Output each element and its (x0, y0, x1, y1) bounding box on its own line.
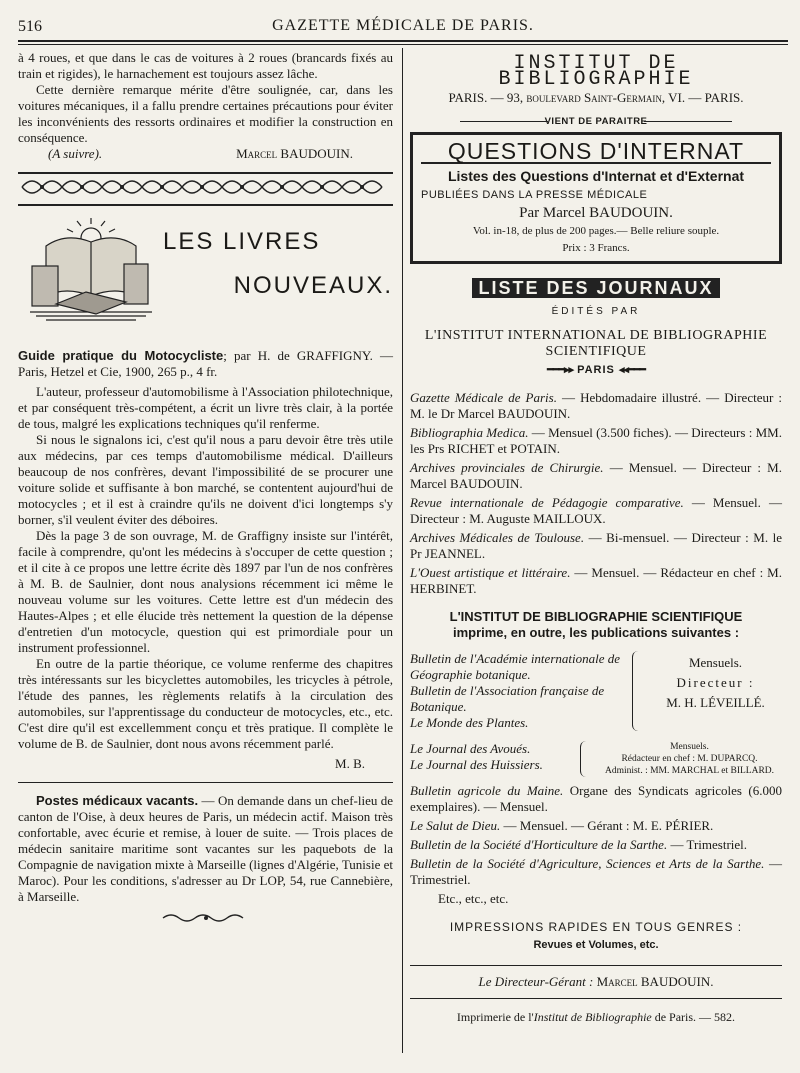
tailpiece-ornament-icon (161, 913, 251, 923)
directeur-gerant (410, 974, 782, 990)
etc-line: Etc., etc., etc. (438, 891, 509, 906)
right-arrow-ornament-icon: ◂◂━━━ (618, 364, 645, 376)
livres-title-line2: NOUVEAUX. (233, 272, 393, 299)
publication-entry: Bulletin agricole du Maine. Organe des Syndicats agricoles (6.000 exemplaires). — Mensuel. (410, 783, 782, 814)
journal-list (410, 390, 782, 597)
journal-entry: Archives Médicales de Toulouse. — Bi-mensuel. — Directeur : M. le Pr JEANNEL. (410, 530, 782, 561)
tail-ornament (18, 911, 393, 927)
institut-address: PARIS. — 93, boulevard Saint-Germain, VI. — PARIS. (448, 90, 744, 105)
advert-price: Prix : 3 Francs. (562, 242, 630, 254)
group1-title: Le Monde des Plantes. (410, 715, 529, 730)
legal-publications-group (410, 741, 782, 777)
brace (580, 741, 591, 777)
publications-heading-line2: imprime, en outre, les publications suivantes : (452, 625, 740, 640)
publications-heading (410, 609, 782, 641)
journal-title: GAZETTE MÉDICALE DE PARIS. (272, 17, 534, 34)
publications-heading-line1: L'INSTITUT DE BIBLIOGRAPHIE SCIENTIFIQUE (449, 609, 743, 624)
journal-entry: Archives provinciales de Chirurgie. — Mensuel. — Directeur : M. Marcel BAUDOUIN. (410, 460, 782, 491)
journal-entry: L'Ouest artistique et littéraire. — Mensuel. — Rédacteur en chef : M. HERBINET. (410, 565, 782, 596)
postes-text: — On demande dans un chef-lieu de canton de l'Oise, à deux heures de Paris, un médecin actif. Maison très confortable, avec écurie et remise, à louer de suite. — Trois places de médecin sanitaire maritime sont vacantes sur les paquebots de la Compagnie de navigation mixte à Marseille (lignes d'Algérie, Tunisie et Maroc). Pour les conditions, s'adresser au Dr LOP, 54, rue Cannebière, à Marseille. (18, 793, 394, 904)
review-paragraph-2: Si nous le signalons ici, c'est qu'il nous a paru devoir être très utile aux médecins, par ces temps d'automobilisme médical. D'ailleurs beaucoup de nos confrères, devant l'impossibilité de se procurer une voiture solide et suffisante à bon marché, se contentent aujourd'hui de motocycles ; et il est à craindre qu'ils ne doivent d'ici longtemps s'y borner, s'il veulent éviter des déboires. (18, 432, 393, 527)
a-suivre: (A suivre). (48, 146, 103, 161)
journal-entry: Gazette Médicale de Paris. — Hebdomadaire illustré. — Directeur : M. le Dr Marcel BAUDOUIN. (410, 390, 782, 421)
review-paragraph-3: Dès la page 3 de son ouvrage, M. de Graffigny insiste sur l'intérêt, facile à comprendre, qu'ont les médecins à s'occuper de cette question ; et il cite à ce propos une lettre écrite dès 1897 par l'un de nos confrères à M. B. de Saulnier, dont nous analysions récemment ici même le nouveau volume sur les voitures. Cette lettre est d'un médecin des Hautes-Alpes ; et elle élucide très nettement la question de la dépense d'entretien d'un motocycle, question qui est primordiale pour un instrument professionnel. (18, 528, 393, 655)
group2-title: Le Journal des Avoués. (410, 741, 531, 756)
group1-titles (410, 651, 632, 731)
livres-title-line1: LES LIVRES (163, 228, 321, 255)
group2-administ: Administ. : MM. MARCHAL et BILLARD. (604, 766, 775, 776)
publication-entry: Bulletin de la Société d'Horticulture de la Sarthe. — Trimestriel. (410, 837, 748, 852)
group1-frequency: Mensuels. (688, 655, 743, 670)
publication-entry: Bulletin de la Société d'Agriculture, Sciences et Arts de la Sarthe. — Trimestriel. (410, 856, 783, 887)
journal-entry: Bibliographia Medica. — Mensuel (3.500 fiches). — Directeurs : MM. les Prs RICHET et POTAIN. (410, 425, 782, 456)
group1-title: Bulletin de l'Association française de Botanique. (410, 683, 605, 714)
remark-paragraph: Cette dernière remarque mérite d'être soulignée, car, dans les voitures mécaniques, il a fallu prendre certaines précautions pour éviter les inconvénients des ressorts ordinaires et modifier la construction en conséquence. (18, 82, 393, 145)
frieze-ornament-icon (18, 174, 393, 200)
section-divider (18, 782, 393, 783)
book-citation: ; par H. de GRAFFIGNY. — Paris, Hetzel et Cie, 1900, 265 p., 4 fr. (18, 348, 393, 379)
liste-journaux-heading (410, 278, 782, 298)
column-rule (402, 48, 403, 1053)
footer-divider (410, 965, 782, 966)
group1-director-label: Directeur : (676, 675, 755, 690)
vient-de-paraitre-label: VIENT DE PARAITRE (410, 114, 782, 128)
continued-paragraph: à 4 roues, et que dans le cas de voitures à 2 roues (brancards fixés au train et rigides), le harnachement est toujours assez lâche. (18, 50, 393, 81)
review-paragraph-4: En outre de la partie théorique, ce volume renferme des chapitres très intéressants sur les bicyclettes automobiles, les tricycles à pétrole, l'étude des pannes, les règlements relatifs à la circulation des automobiles, sur l'apprentissage du conducteur de motocycles, etc., etc. C'est dire qu'il est excellemment conçu et très pratique. Il complète le volume de B. de Saulnier, dont nous avons récemment parlé. (18, 656, 393, 751)
group1-title: Bulletin de l'Académie internationale de Géographie botanique. (410, 651, 620, 682)
page-number: 516 (18, 18, 42, 35)
revues-line: Revues et Volumes, etc. (533, 939, 659, 951)
imprimerie-line: Imprimerie de l'Institut de Bibliographie de Paris. — 582. (456, 1010, 736, 1024)
postes-title: Postes médicaux vacants. (36, 793, 199, 808)
group1-director: M. H. LÉVEILLÉ. (666, 695, 765, 710)
ornamental-frieze (18, 172, 393, 206)
header-rule (18, 40, 788, 45)
left-arrow-ornament-icon: ━━━▸▸ (547, 364, 574, 376)
advert-author: Par Marcel BAUDOUIN. (519, 205, 673, 221)
more-publications (410, 783, 782, 888)
book-title: Guide pratique du Motocycliste (18, 348, 224, 363)
page-header (18, 16, 788, 38)
left-column (18, 50, 393, 927)
review-signature: M. B. (335, 756, 365, 771)
paris-label: PARIS (577, 364, 615, 376)
impressions-line: IMPRESSIONS RAPIDES EN TOUS GENRES : (449, 920, 743, 934)
directeur-gerant-label: Le Directeur-Gérant : (478, 974, 594, 989)
institut-title: INSTITUT DE BIBLIOGRAPHIE (498, 52, 694, 91)
paris-line (410, 362, 782, 378)
postes-paragraph (18, 793, 393, 905)
group2-titles (410, 741, 580, 777)
publication-entry: Le Salut de Dieu. — Mensuel. — Gérant : M. E. PÉRIER. (410, 818, 714, 833)
book-entry (18, 348, 393, 772)
article-signature: Marcel BAUDOUIN. (236, 146, 353, 161)
advert-title: QUESTIONS D'INTERNAT (421, 143, 771, 164)
group1-info (649, 651, 782, 731)
article-close (18, 146, 393, 162)
liste-title: LISTE DES JOURNAUX (472, 278, 719, 298)
livres-nouveaux-heading (18, 214, 393, 334)
right-column (410, 50, 782, 1025)
advert-volume: Vol. in-18, de plus de 200 pages.— Belle reliure souple. (472, 225, 720, 237)
group2-info (597, 741, 782, 777)
journal-entry: Revue internationale de Pédagogie comparative. — Mensuel. — Directeur : M. Auguste MAILLOUX. (410, 495, 782, 526)
books-illustration-icon (26, 216, 156, 326)
footer-divider (410, 998, 782, 999)
edites-par: ÉDITÉS PAR (551, 306, 641, 317)
group2-redacteur: Rédacteur en chef : M. DUPARCQ. (621, 754, 758, 764)
directeur-gerant-name: Marcel BAUDOUIN. (593, 974, 714, 989)
institut-scientifique: L'INSTITUT INTERNATIONAL DE BIBLIOGRAPHIE SCIENTIFIQUE (424, 328, 768, 359)
internat-advert-box (410, 132, 782, 264)
advert-published: PUBLIÉES DANS LA PRESSE MÉDICALE (421, 189, 648, 201)
review-paragraph-1: L'auteur, professeur d'automobilisme à l'Association philotechnique, et par conséquent très-compétent, a écrit un livre très clair, à la portée de tous, malgré les explications techniques qu'il renferme. (18, 384, 393, 431)
botany-publications-group (410, 651, 782, 731)
brace (632, 651, 643, 731)
group2-title: Le Journal des Huissiers. (410, 757, 543, 772)
group2-frequency: Mensuels. (670, 742, 709, 752)
advert-subtitle: Listes des Questions d'Internat et d'Externat (447, 168, 745, 184)
